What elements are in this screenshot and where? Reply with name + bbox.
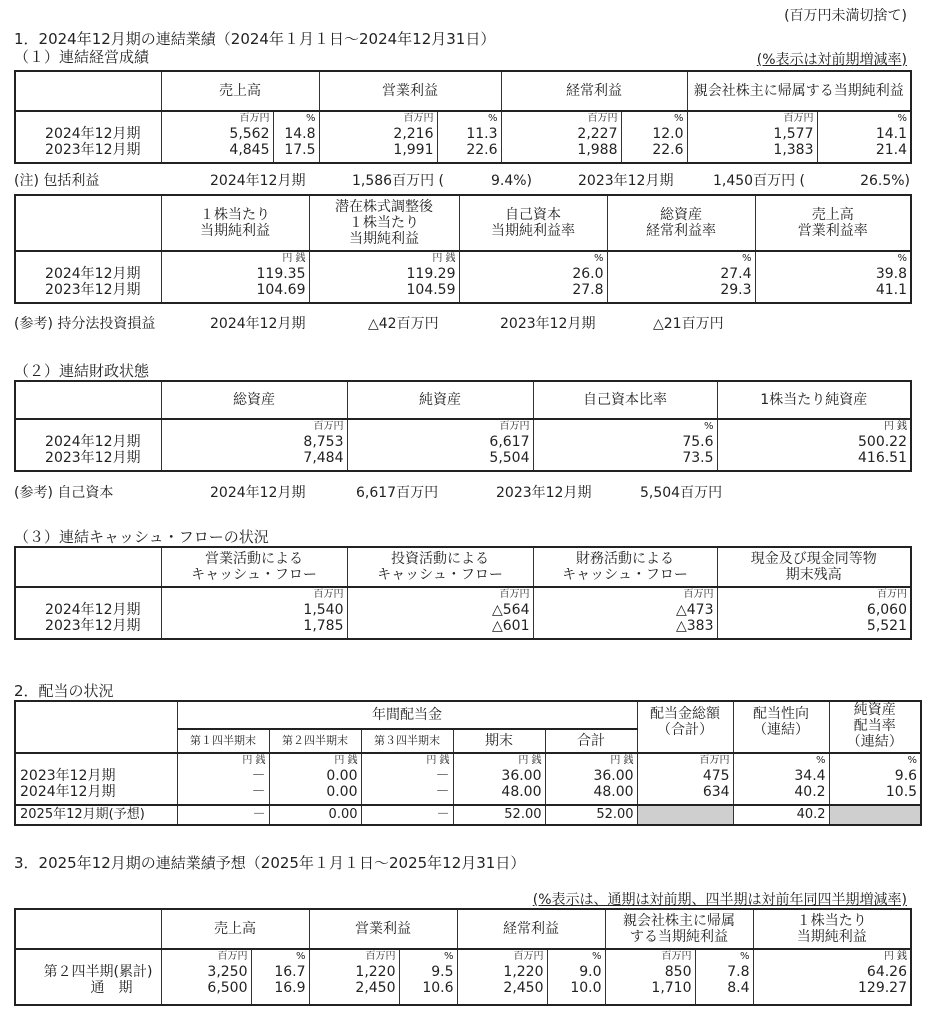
row-labels: 2024年12月期 2023年12月期 — [15, 587, 161, 639]
forecast-year-end: 52.00 — [453, 805, 545, 825]
year-end-cell: 円 銭 36.00 48.00 — [453, 753, 545, 805]
equity-method-label: (参考) 持分法投資損益 — [14, 316, 156, 332]
equity-ref-value2: 5,504百万円 — [640, 485, 723, 501]
forecast-q3: － — [361, 805, 453, 825]
col-header-payout-ratio: 配当性向 （連結） — [733, 701, 829, 753]
forecast-table — [14, 908, 912, 1006]
col-header-investing-cf: 投資活動による キャッシュ・フロー — [347, 547, 533, 587]
col-header-ordinary-income: 経常利益 — [501, 71, 687, 111]
blank-header-cell — [15, 195, 161, 251]
total-cell: 円 銭 36.00 48.00 — [545, 753, 637, 805]
row-labels: 2024年12月期 2023年12月期 — [15, 251, 161, 303]
col-header-q3: 第３四半期末 — [361, 729, 453, 753]
rounding-note: (百万円未満切捨て) — [784, 8, 907, 24]
eps-cell: 円 銭 119.35 104.69 — [161, 251, 309, 303]
row-labels: 2023年12月期 2024年12月期 — [15, 753, 177, 805]
sub3-title: （３）連結キャッシュ・フローの状況 — [14, 528, 269, 546]
section3-title: 3．2025年12月期の連結業績予想（2025年１月１日～2025年12月31日） — [14, 854, 526, 872]
col-header-roe: 自己資本 当期純利益率 — [459, 195, 607, 251]
col-header-sales: 売上高 — [161, 909, 309, 949]
forecast-q2: 0.00 — [269, 805, 361, 825]
col-header-operating-income: 営業利益 — [309, 909, 457, 949]
col-header-year-end: 期末 — [453, 729, 545, 753]
ordinary-income-pct-cell: % 9.0 10.0 — [547, 949, 605, 1005]
col-header-cash-balance: 現金及び現金同等物 期末残高 — [717, 547, 911, 587]
col-header-total-assets: 総資産 — [161, 381, 347, 419]
col-header-roa: 総資産 経常利益率 — [607, 195, 755, 251]
forecast-total-dividend-shaded — [637, 805, 733, 825]
forecast-payout-ratio: 40.2 — [733, 805, 829, 825]
equity-ref-value1: 6,617百万円 — [356, 485, 439, 501]
cash-balance-cell: 百万円 6,060 5,521 — [717, 587, 911, 639]
financing-cf-cell: 百万円 △473 △383 — [533, 587, 717, 639]
operating-cf-cell: 百万円 1,540 1,785 — [161, 587, 347, 639]
net-income-value-cell: 百万円 850 1,710 — [605, 949, 695, 1005]
sub1-note: (%表示は対前期増減率) — [756, 52, 907, 68]
equity-method-period2: 2023年12月期 — [500, 316, 596, 332]
comprehensive-income-value1: 1,586百万円 ( — [352, 173, 444, 189]
blank-header-cell — [15, 381, 161, 419]
equity-method-period1: 2024年12月期 — [210, 316, 306, 332]
comprehensive-income-value2: 1,450百万円 ( — [713, 173, 805, 189]
col-header-operating-margin: 売上高 営業利益率 — [755, 195, 911, 251]
col-header-financing-cf: 財務活動による キャッシュ・フロー — [533, 547, 717, 587]
col-header-q1: 第１四半期末 — [177, 729, 269, 753]
roe-cell: % 26.0 27.8 — [459, 251, 607, 303]
col-header-bps: 1株当たり純資産 — [717, 381, 911, 419]
net-income-pct-cell: % 7.8 8.4 — [695, 949, 753, 1005]
row-labels: 2024年12月期 2023年12月期 — [15, 419, 161, 471]
col-header-sales: 売上高 — [161, 71, 319, 111]
equity-ref-period1: 2024年12月期 — [210, 485, 306, 501]
net-assets-cell: 百万円 6,617 5,504 — [347, 419, 533, 471]
comprehensive-income-period1: 2024年12月期 — [210, 173, 306, 189]
section1-title: 1．2024年12月期の連結業績（2024年１月１日～2024年12月31日） — [14, 30, 496, 48]
forecast-doe-shaded — [829, 805, 921, 825]
roa-cell: % 27.4 29.3 — [607, 251, 755, 303]
col-header-doe: 純資産 配当率 （連結） — [829, 701, 921, 753]
bps-cell: 円 銭 500.22 416.51 — [717, 419, 911, 471]
payout-ratio-cell: % 34.4 40.2 — [733, 753, 829, 805]
q2-cell: 円 銭 0.00 0.00 — [269, 753, 361, 805]
blank-header-cell — [15, 547, 161, 587]
dividends-table — [14, 700, 922, 826]
total-dividend-cell: 百万円 475 634 — [637, 753, 733, 805]
col-header-eps: １株当たり 当期純利益 — [753, 909, 911, 949]
forecast-total: 52.00 — [545, 805, 637, 825]
col-header-net-income: 親会社株主に帰属 する当期純利益 — [605, 909, 753, 949]
col-header-equity-ratio: 自己資本比率 — [533, 381, 717, 419]
comprehensive-income-rate1: 9.4%) — [490, 173, 532, 189]
col-header-total-dividend: 配当金総額 （合計） — [637, 701, 733, 753]
col-header-eps: １株当たり 当期純利益 — [161, 195, 309, 251]
col-header-total: 合計 — [545, 729, 637, 753]
eps-cell: 円 銭 64.26 129.27 — [753, 949, 911, 1005]
forecast-q1: － — [177, 805, 269, 825]
equity-ref-period2: 2023年12月期 — [496, 485, 592, 501]
col-header-diluted-eps: 潜在株式調整後 １株当たり 当期純利益 — [309, 195, 459, 251]
sales-pct-cell: % 14.8 17.5 — [273, 111, 319, 163]
sales-value-cell: 百万円 5,562 4,845 — [161, 111, 273, 163]
ordinary-income-pct-cell: % 12.0 22.6 — [621, 111, 687, 163]
col-header-operating-cf: 営業活動による キャッシュ・フロー — [161, 547, 347, 587]
col-header-operating-income: 営業利益 — [319, 71, 501, 111]
col-header-net-assets: 純資産 — [347, 381, 533, 419]
ordinary-income-value-cell: 百万円 2,227 1,988 — [501, 111, 621, 163]
operating-margin-cell: % 39.8 41.1 — [755, 251, 911, 303]
cash-flow-table — [14, 546, 912, 640]
row-labels: 2024年12月期 2023年12月期 — [15, 111, 161, 163]
q3-cell: 円 銭 － － — [361, 753, 453, 805]
equity-method-value2: △21百万円 — [653, 316, 724, 332]
section2-title: 2．配当の状況 — [14, 682, 114, 700]
blank-header-cell — [15, 701, 177, 753]
blank-header-cell — [15, 71, 161, 111]
forecast-row-label: 2025年12月期(予想) — [15, 805, 177, 825]
col-header-ordinary-income: 経常利益 — [457, 909, 605, 949]
q1-cell: 円 銭 － － — [177, 753, 269, 805]
total-assets-cell: 百万円 8,753 7,484 — [161, 419, 347, 471]
sub2-title: （２）連結財政状態 — [14, 362, 150, 380]
sales-pct-cell: % 16.7 16.9 — [251, 949, 309, 1005]
comprehensive-income-label: (注) 包括利益 — [14, 173, 100, 189]
diluted-eps-cell: 円 銭 119.29 104.59 — [309, 251, 459, 303]
col-header-annual-dividend: 年間配当金 — [177, 701, 637, 729]
col-header-net-income: 親会社株主に帰属する当期純利益 — [687, 71, 911, 111]
net-income-value-cell: 百万円 1,577 1,383 — [687, 111, 817, 163]
doe-cell: % 9.6 10.5 — [829, 753, 921, 805]
net-income-pct-cell: % 14.1 21.4 — [817, 111, 911, 163]
ordinary-income-value-cell: 百万円 1,220 2,450 — [457, 949, 547, 1005]
operating-income-pct-cell: % 11.3 22.6 — [437, 111, 501, 163]
col-header-q2: 第２四半期末 — [269, 729, 361, 753]
operating-income-pct-cell: % 9.5 10.6 — [399, 949, 457, 1005]
investing-cf-cell: 百万円 △564 △601 — [347, 587, 533, 639]
comprehensive-income-period2: 2023年12月期 — [578, 173, 674, 189]
blank-header-cell — [15, 909, 161, 949]
equity-ratio-cell: % 75.6 73.5 — [533, 419, 717, 471]
operating-income-value-cell: 百万円 1,220 2,450 — [309, 949, 399, 1005]
row-labels: 第２四半期(累計) 通 期 — [15, 949, 161, 1005]
equity-method-value1: △42百万円 — [368, 316, 439, 332]
financial-position-table — [14, 380, 912, 472]
operating-results-table — [14, 70, 912, 164]
section3-note: (%表示は、通期は対前期、四半期は対前年同四半期増減率) — [532, 892, 907, 908]
sub1-title: （１）連結経営成績 — [14, 48, 150, 66]
comprehensive-income-rate2: 26.5%) — [860, 173, 910, 189]
equity-ref-label: (参考) 自己資本 — [14, 485, 114, 501]
sales-value-cell: 百万円 3,250 6,500 — [161, 949, 251, 1005]
operating-income-value-cell: 百万円 2,216 1,991 — [319, 111, 437, 163]
per-share-ratios-table — [14, 194, 912, 304]
